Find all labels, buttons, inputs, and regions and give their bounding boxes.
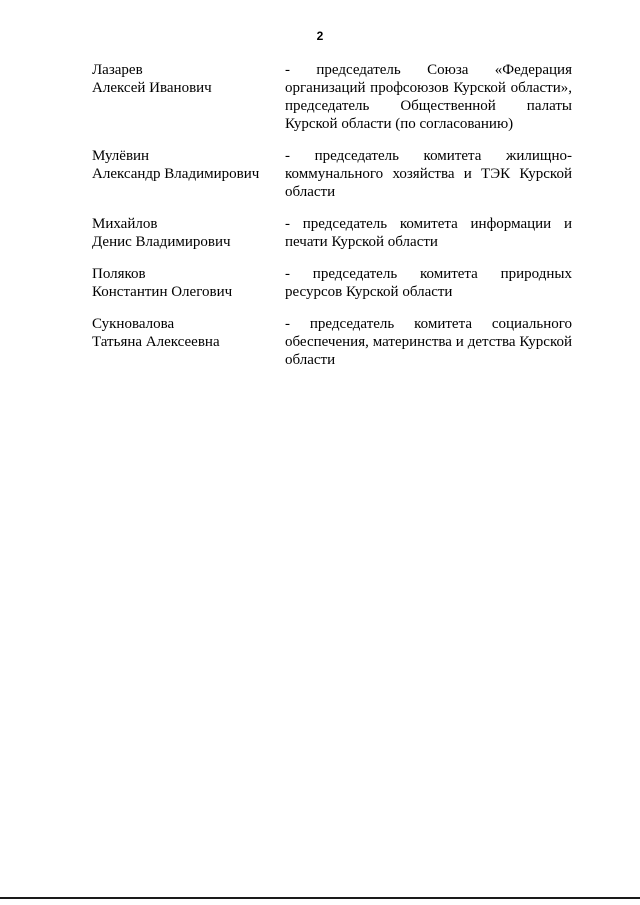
member-surname: Сукновалова <box>92 316 175 332</box>
member-position: - председатель комитета информации и печати Курской области <box>285 216 572 250</box>
page-number: 2 <box>316 29 324 43</box>
member-entry-mikhailov <box>92 215 572 251</box>
member-name <box>92 315 285 369</box>
member-entry-suknovalova <box>92 315 572 369</box>
member-given-names: Константин Олегович <box>92 284 233 300</box>
member-name <box>92 61 285 133</box>
member-position: - председатель Союза «Федерация организаций профсоюзов Курской области», председатель Общественной палаты Курской области (по согласованию) <box>285 62 572 132</box>
member-given-names: Алексей Иванович <box>92 80 212 96</box>
member-list <box>92 61 572 383</box>
member-entry-lazarev <box>92 61 572 133</box>
member-position: - председатель комитета жилищно-коммунального хозяйства и ТЭК Курской области <box>285 148 572 200</box>
member-entry-polyakov <box>92 265 572 301</box>
member-position: - председатель комитета социального обеспечения, материнства и детства Курской области <box>285 316 572 368</box>
member-name <box>92 265 285 301</box>
member-surname: Михайлов <box>92 216 158 232</box>
member-surname: Лазарев <box>92 62 143 78</box>
member-given-names: Александр Владимирович <box>92 166 260 182</box>
member-given-names: Денис Владимирович <box>92 234 231 250</box>
member-name <box>92 147 285 201</box>
member-position: - председатель комитета природных ресурсов Курской области <box>285 266 572 300</box>
member-given-names: Татьяна Алексеевна <box>92 334 220 350</box>
member-surname: Мулёвин <box>92 148 150 164</box>
member-name <box>92 215 285 251</box>
member-entry-mulevin <box>92 147 572 201</box>
page-bottom-rule <box>0 897 640 899</box>
member-surname: Поляков <box>92 266 146 282</box>
